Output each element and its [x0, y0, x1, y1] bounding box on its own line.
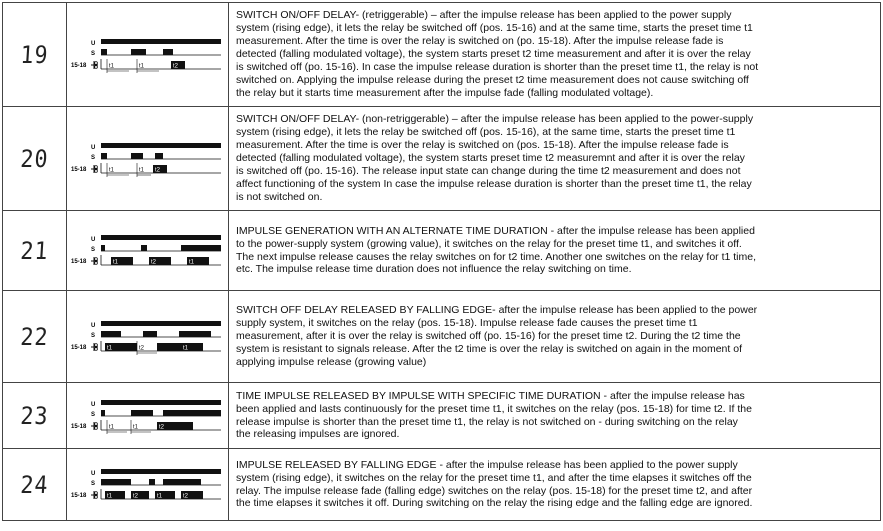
description-cell: [229, 383, 881, 449]
description-line: IMPULSE RELEASED BY FALLING EDGE - after the impulse release has been applied to the power supply: [236, 458, 738, 471]
function-number: 22: [19, 322, 50, 351]
description-line: release impulse is shorter than the preset time t1, the relay is not switched on - during switching on the relay: [236, 415, 738, 428]
timing-diagram: [71, 463, 227, 507]
s-signal-pulse: [131, 410, 153, 416]
relay-on-segment: [157, 343, 181, 351]
relay-contact-icon: [91, 343, 98, 351]
function-number-cell: [3, 107, 67, 211]
timing-diagram-cell: [67, 107, 229, 211]
s-signal-label: S: [91, 480, 96, 487]
function-number-cell: [3, 383, 67, 449]
s-signal-pulse: [181, 245, 221, 251]
description-line: SWITCH ON/OFF DELAY- (non-retriggerable) – after the impulse release has been applied to the power-supply: [236, 113, 754, 126]
function-number-cell: [3, 449, 67, 521]
s-signal-pulse: [131, 49, 146, 55]
s-signal-label: S: [91, 411, 96, 418]
description-line: measurement. After the time is over the relay is switched on (pos. 15-18). After the impulse release fade is: [236, 139, 729, 152]
time-label-t1: t1: [109, 167, 115, 173]
timing-diagram: [71, 315, 227, 359]
s-signal-pulse: [149, 479, 155, 485]
description-line: SWITCH OFF DELAY RELEASED BY FALLING EDGE- after the impulse release has been applied to the power: [236, 304, 758, 317]
function-row-20: [3, 107, 881, 211]
description-line: switched on. Applying the impulse release during the preset t2 time measurement does not cause switching off: [236, 73, 749, 86]
description-line: to the power-supply system (growing value), it switches on the relay for the preset time t1, and switches it off.: [236, 237, 742, 250]
description-line: etc. The impulse release time duration does not influence the relay switching on time.: [236, 263, 632, 276]
function-modes-body: [3, 3, 881, 521]
function-number: 23: [19, 401, 50, 430]
timing-diagram-cell: [67, 291, 229, 383]
function-number: 20: [19, 144, 50, 173]
description-line: measurement. After the time is over the relay is switched on (po. 15-18). After the impulse release fade is: [236, 35, 724, 48]
description-line: relay. The impulse release fade (falling edge) switches on the relay (pos. 15-18) for the preset time t2, and after: [236, 484, 753, 497]
function-number: 24: [19, 470, 50, 499]
u-signal-label: U: [91, 144, 96, 151]
time-label-t1: t1: [109, 424, 115, 430]
u-signal-label: U: [91, 470, 96, 477]
relay-label: 15-18: [71, 62, 87, 69]
time-label-t1: t1: [107, 493, 113, 499]
time-label-t2: t2: [151, 259, 157, 265]
s-signal-pulse: [155, 153, 163, 159]
description-line: affect functioning of the system In case the impulse release duration is shorter than the preset time t1, the relay: [236, 177, 752, 190]
u-signal-pulse: [101, 39, 221, 44]
description-line: the time elapses it switches it off. During switching on the relay the rising edge and the falling edge are ignored.: [236, 497, 753, 510]
description-line: the releasing impulses are ignored.: [236, 428, 400, 441]
s-signal-pulse: [141, 245, 147, 251]
s-signal-pulse: [163, 479, 201, 485]
description-line: measurement, after it is over the relay is switched off (po. 15-16) for the preset time t2. During the t2 time the: [236, 330, 741, 343]
s-signal-label: S: [91, 246, 96, 253]
u-signal-label: U: [91, 236, 96, 243]
u-signal-label: U: [91, 401, 96, 408]
function-number: 21: [19, 236, 50, 265]
time-label-t2: t2: [139, 345, 145, 351]
description-line: system is resistant to signals release. After the t2 time is over the relay is switched on again in the moment of: [236, 342, 742, 355]
description-line: applying impulse release (growing value): [236, 355, 427, 368]
timing-diagram: [71, 229, 227, 273]
function-number-cell: [3, 3, 67, 107]
s-signal-pulse: [101, 410, 105, 416]
relay-label: 15-18: [71, 492, 87, 499]
function-row-21: [3, 211, 881, 291]
description-cell: [229, 3, 881, 107]
time-label-t1: t1: [183, 345, 189, 351]
description-line: system (rising edge), it lets the relay be switched off (pos. 15-16), at the same time, starts the preset time t1: [236, 126, 736, 139]
description-line: been applied and lasts continuously for the preset time t1, it switches on the relay (pos. 15-18) for time t2. If the: [236, 402, 752, 415]
s-signal-pulse: [163, 49, 173, 55]
description-line: detected (falling modulated voltage), the system starts preset t2 time measurement and after it is over the relay: [236, 48, 751, 61]
s-signal-pulse: [101, 331, 121, 337]
description-cell: [229, 291, 881, 383]
relay-contact-icon: [91, 61, 98, 69]
description-line: the relay but it starts time measurement after the impulse fade (falling modulated voltage).: [236, 86, 654, 99]
timing-diagram-cell: [67, 383, 229, 449]
function-modes-table: [2, 2, 881, 521]
time-label-t2: t2: [159, 424, 165, 430]
time-label-t2: t2: [155, 167, 161, 173]
description-line: system (rising edge), it switches on the relay for the preset time t1, and after the time elapses it switches off the: [236, 471, 752, 484]
u-signal-pulse: [101, 235, 221, 240]
u-signal-pulse: [101, 400, 221, 405]
s-signal-label: S: [91, 332, 96, 339]
s-signal-pulse: [163, 410, 221, 416]
description-line: TIME IMPULSE RELEASED BY IMPULSE WITH SPECIFIC TIME DURATION - after the impulse release has: [236, 389, 745, 402]
time-label-t1: t1: [189, 259, 195, 265]
description-line: detected (falling modulated voltage), the system starts preset time t2 measuremnt and after it is over the relay: [236, 152, 745, 165]
time-label-t2: t2: [183, 493, 189, 499]
time-label-t1: t1: [113, 259, 119, 265]
u-signal-pulse: [101, 143, 221, 148]
timing-diagram: [71, 137, 227, 181]
function-row-19: [3, 3, 881, 107]
s-signal-label: S: [91, 50, 96, 57]
description-cell: [229, 107, 881, 211]
function-number-cell: [3, 211, 67, 291]
time-label-t1: t1: [139, 167, 145, 173]
time-label-t1: t1: [107, 345, 113, 351]
description-line: system (rising edge), it lets the relay be switched off (pos. 15-16) and at the same time, starts the preset time t1: [236, 22, 753, 35]
s-signal-pulse: [101, 153, 107, 159]
relay-label: 15-18: [71, 423, 87, 430]
function-number-cell: [3, 291, 67, 383]
description-line: The next impulse release causes the relay switches on for t2 time. Another one switches on the relay for t1 time,: [236, 250, 757, 263]
timing-diagram: [71, 394, 227, 438]
function-number: 19: [19, 40, 50, 69]
description-line: SWITCH ON/OFF DELAY- (retriggerable) – after the impulse release has been applied to the power supply: [236, 9, 732, 22]
relay-label: 15-18: [71, 166, 87, 173]
relay-contact-icon: [91, 165, 98, 173]
s-signal-label: S: [91, 154, 96, 161]
time-label-t2: t2: [173, 63, 179, 69]
relay-label: 15-18: [71, 258, 87, 265]
relay-contact-icon: [91, 257, 98, 265]
s-signal-pulse: [143, 331, 157, 337]
timing-diagram-cell: [67, 211, 229, 291]
time-label-t1: t1: [157, 493, 163, 499]
s-signal-pulse: [131, 153, 143, 159]
time-label-t1: t1: [133, 424, 139, 430]
time-label-t1: t1: [109, 63, 115, 69]
s-signal-pulse: [101, 49, 107, 55]
timing-diagram: [71, 33, 227, 77]
u-signal-pulse: [101, 469, 221, 474]
s-signal-pulse: [101, 479, 131, 485]
description-cell: [229, 211, 881, 291]
relay-contact-icon: [91, 491, 98, 499]
function-row-22: [3, 291, 881, 383]
time-label-t1: t1: [139, 63, 145, 69]
time-label-t2: t2: [133, 493, 139, 499]
description-line: is switched off (po. 15-16). The release input state can change during the time t2 measurement and does not: [236, 164, 741, 177]
description-line: IMPULSE GENERATION WITH AN ALTERNATE TIME DURATION - after the impulse release has been applied: [236, 224, 755, 237]
description-line: is not switched on.: [236, 190, 323, 203]
u-signal-pulse: [101, 321, 221, 326]
timing-diagram-cell: [67, 3, 229, 107]
description-line: is switched off (po. 15-16). In case the impulse release duration is shorter than the preset time t1, the relay is not: [236, 60, 759, 73]
function-row-23: [3, 383, 881, 449]
s-signal-pulse: [101, 245, 105, 251]
timing-diagram-cell: [67, 449, 229, 521]
description-cell: [229, 449, 881, 521]
u-signal-label: U: [91, 322, 96, 329]
relay-label: 15-18: [71, 344, 87, 351]
function-row-24: [3, 449, 881, 521]
relay-contact-icon: [91, 422, 98, 430]
s-signal-pulse: [179, 331, 211, 337]
u-signal-label: U: [91, 40, 96, 47]
description-line: supply system, it switches on the relay (pos. 15-18). Impulse release fade causes the preset time t1: [236, 317, 698, 330]
